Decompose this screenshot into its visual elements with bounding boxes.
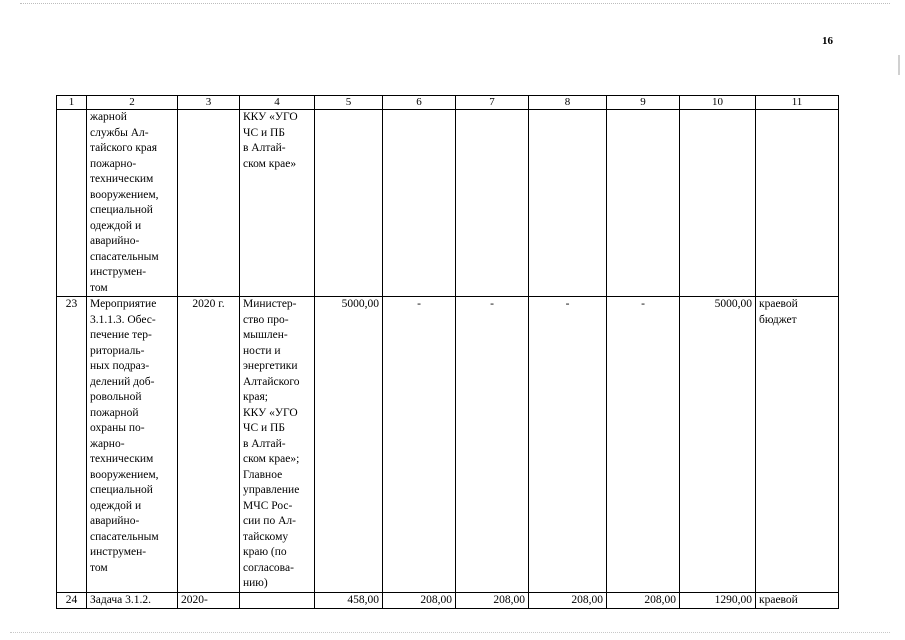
value-cell: - bbox=[383, 297, 456, 593]
value-cell bbox=[607, 110, 680, 297]
measure-name-cell: Задача 3.1.2. bbox=[87, 592, 178, 608]
measure-name-cell: жарной службы Ал- тайского края пожарно- техническим вооружением, специальной одеждой и аварийно- спасательным инструмен- том bbox=[87, 110, 178, 297]
page-number: 16 bbox=[822, 35, 833, 47]
value-cell: 208,00 bbox=[607, 592, 680, 608]
total-cell: 1290,00 bbox=[680, 592, 756, 608]
value-cell: 458,00 bbox=[315, 592, 383, 608]
column-header: 4 bbox=[240, 96, 315, 110]
executor-cell: ККУ «УГО ЧС и ПБ в Алтай- ском крае» bbox=[240, 110, 315, 297]
value-cell: - bbox=[529, 297, 607, 593]
value-cell: - bbox=[456, 297, 529, 593]
column-header: 11 bbox=[756, 96, 839, 110]
source-cell: краевой бюджет bbox=[756, 297, 839, 593]
scan-artifact-top bbox=[20, 3, 890, 6]
value-cell: 208,00 bbox=[383, 592, 456, 608]
total-cell bbox=[680, 110, 756, 297]
measure-name-cell: Мероприятие 3.1.1.3. Обес- печение тер- риториаль- ных подраз- делений доб- ровольной пожарной охраны по- жарно- техническим вооружением, специальной одеждой и аварийно- спасательным инструмен- том bbox=[87, 297, 178, 593]
total-cell: 5000,00 bbox=[680, 297, 756, 593]
program-table bbox=[56, 95, 839, 609]
table-header-row bbox=[57, 96, 839, 110]
row-number-cell: 23 bbox=[57, 297, 87, 593]
column-header: 8 bbox=[529, 96, 607, 110]
table-row bbox=[57, 592, 839, 608]
column-header: 6 bbox=[383, 96, 456, 110]
scan-artifact-right bbox=[898, 55, 900, 75]
value-cell: - bbox=[607, 297, 680, 593]
column-header: 1 bbox=[57, 96, 87, 110]
value-cell: 208,00 bbox=[529, 592, 607, 608]
source-cell: краевой bbox=[756, 592, 839, 608]
column-header: 9 bbox=[607, 96, 680, 110]
row-number-cell bbox=[57, 110, 87, 297]
column-header: 3 bbox=[178, 96, 240, 110]
value-cell bbox=[383, 110, 456, 297]
source-cell bbox=[756, 110, 839, 297]
value-cell: 5000,00 bbox=[315, 297, 383, 593]
column-header: 2 bbox=[87, 96, 178, 110]
scan-artifact-bottom bbox=[10, 632, 890, 635]
period-cell: 2020 г. bbox=[178, 297, 240, 593]
value-cell: 208,00 bbox=[456, 592, 529, 608]
column-header: 10 bbox=[680, 96, 756, 110]
column-header: 7 bbox=[456, 96, 529, 110]
period-cell: 2020- bbox=[178, 592, 240, 608]
column-header: 5 bbox=[315, 96, 383, 110]
value-cell bbox=[315, 110, 383, 297]
executor-cell bbox=[240, 592, 315, 608]
table-row bbox=[57, 297, 839, 593]
executor-cell: Министер- ство про- мышлен- ности и энергетики Алтайского края; ККУ «УГО ЧС и ПБ в Алтай- ском крае»; Главное управление МЧС Рос- сии по Ал- тайскому краю (по согласова- нию) bbox=[240, 297, 315, 593]
value-cell bbox=[529, 110, 607, 297]
table-row bbox=[57, 110, 839, 297]
period-cell bbox=[178, 110, 240, 297]
row-number-cell: 24 bbox=[57, 592, 87, 608]
value-cell bbox=[456, 110, 529, 297]
